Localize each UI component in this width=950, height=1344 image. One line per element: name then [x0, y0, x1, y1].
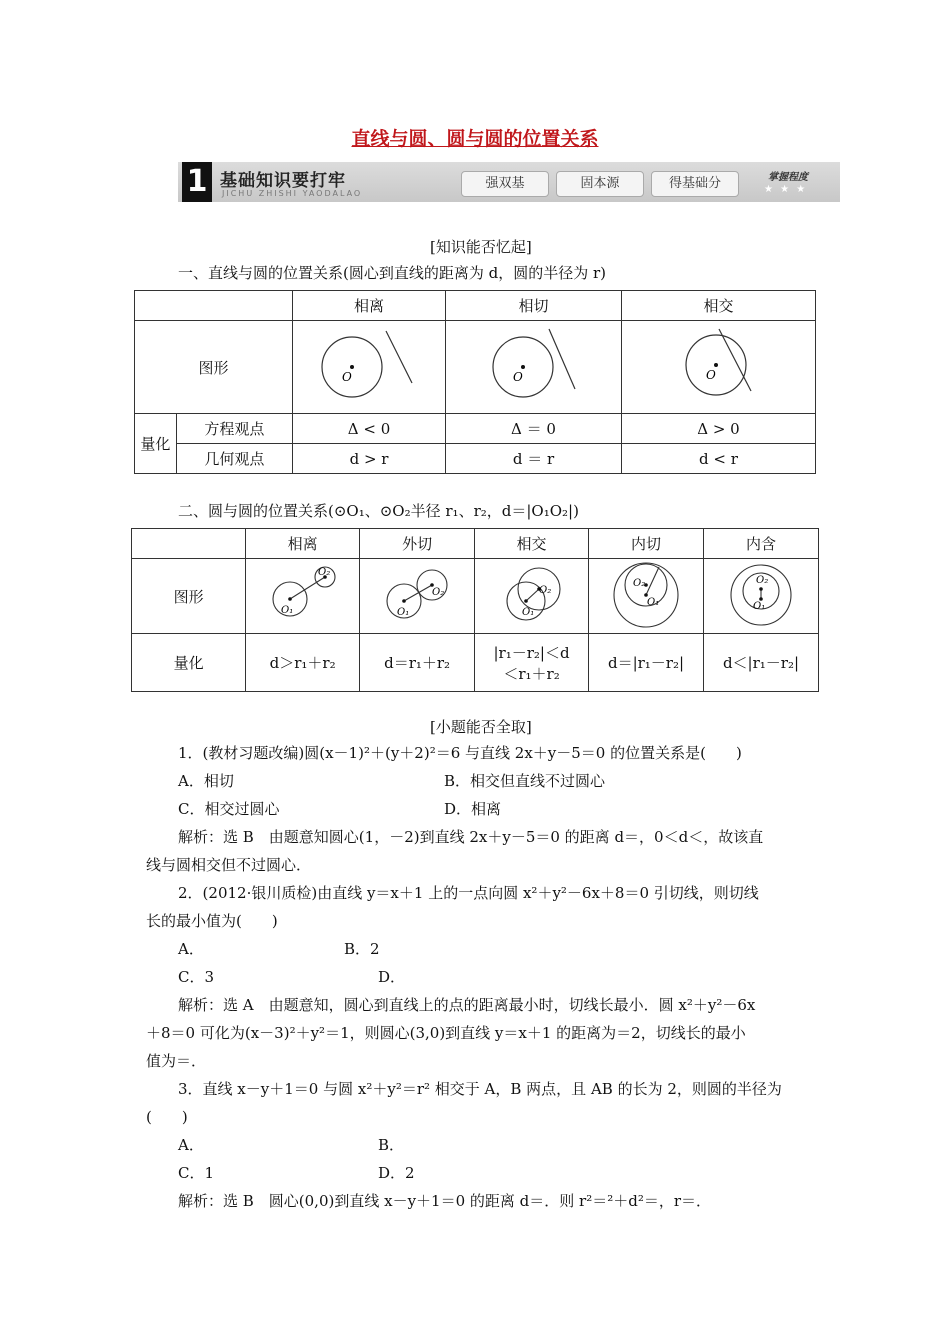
geo-separate: d > r	[293, 444, 446, 474]
knowledge-heading: [知识能否忆起]	[430, 238, 532, 256]
table2-row-label: 量化	[132, 634, 246, 692]
figure-apart	[246, 559, 360, 634]
svg-text:O₂: O₂	[755, 575, 769, 586]
q1-stem: 1．(教材习题改编)圆(x－1)²＋(y＋2)²＝6 与直线 2x＋y－5＝0 的位置关系是( )	[178, 744, 742, 762]
q3-stem: 3．直线 x－y＋1＝0 与圆 x²＋y²＝r² 相交于 A，B 两点，且 AB 的长为 2，则圆的半径为	[178, 1080, 782, 1098]
svg-text:O₁: O₁	[752, 601, 766, 612]
page-title: 直线与圆、圆与圆的位置关系	[351, 128, 599, 150]
q2-option-b: B．2	[344, 940, 380, 958]
pill-dejichufen: 得基础分	[651, 171, 739, 197]
quant-internal-tangent: d＝|r₁－r₂|	[589, 634, 704, 692]
q2-stem: 长的最小值为( )	[146, 912, 278, 930]
quant-contained: d＜|r₁－r₂|	[703, 634, 818, 692]
figure-intersecting	[475, 559, 589, 634]
q1-solution: 解析：选 B 由题意知圆心(1，－2)到直线 2x＋y－5＝0 的距离 d＝，0＜d＜，故该直	[178, 828, 764, 846]
eq-intersect: Δ > 0	[621, 414, 815, 444]
eq-separate: Δ < 0	[293, 414, 446, 444]
pill-qiangshuangji: 强双基	[461, 171, 549, 197]
q1-option-b: B．相交但直线不过圆心	[444, 772, 606, 790]
table2-header: 内含	[703, 529, 818, 559]
q2-solution: ＋8＝0 可化为(x－3)²＋y²＝1，则圆心(3,0)到直线 y＝x＋1 的距离为＝2，切线长的最小	[146, 1024, 746, 1042]
table1-row-label: 图形	[135, 321, 293, 414]
table1-header: 相交	[621, 291, 815, 321]
table1-header: 相离	[293, 291, 446, 321]
section2-title: 二、圆与圆的位置关系(⊙O₁、⊙O₂半径 r₁、r₂，d＝|O₁O₂|)	[178, 502, 579, 520]
table1-row-label: 方程观点	[176, 414, 292, 444]
svg-text:O₁: O₁	[280, 605, 293, 616]
q1-option-c: C．相交过圆心	[178, 800, 280, 818]
banner-level: 掌握程度	[768, 172, 808, 183]
q1-option-d: D．相离	[444, 800, 502, 818]
svg-text:O₂: O₂	[633, 578, 646, 589]
table2-header: 内切	[589, 529, 704, 559]
q2-solution: 值为＝．	[146, 1052, 207, 1070]
quant-external-tangent: d＝r₁＋r₂	[360, 634, 475, 692]
q3-option-b: B．	[378, 1136, 405, 1154]
figure-tangent	[446, 321, 622, 414]
q3-option-a: A．	[178, 1136, 204, 1154]
line-circle-table	[134, 290, 816, 474]
geo-intersect: d < r	[621, 444, 815, 474]
section-banner	[178, 162, 840, 202]
eq-tangent: Δ ＝ 0	[446, 414, 622, 444]
figure-external-tangent	[360, 559, 475, 634]
center-label: O	[512, 370, 523, 384]
table2-row-label: 图形	[132, 559, 246, 634]
q2-solution: 解析：选 A 由题意知，圆心到直线上的点的距离最小时，切线长最小．圆 x²＋y²－6x	[178, 996, 756, 1014]
section1-title: 一、直线与圆的位置关系(圆心到直线的距离为 d，圆的半径为 r)	[178, 264, 607, 282]
quant-apart: d＞r₁＋r₂	[246, 634, 360, 692]
figure-internal-tangent	[589, 559, 704, 634]
q2-option-a: A．	[178, 940, 204, 958]
svg-text:O₁: O₁	[647, 597, 660, 608]
table1-corner	[135, 291, 293, 321]
svg-text:O₂: O₂	[538, 585, 551, 596]
pill-gubenyuan: 固本源	[556, 171, 644, 197]
table2-header: 相离	[246, 529, 360, 559]
center-label: O	[342, 370, 352, 384]
q3-option-d: D．2	[378, 1164, 415, 1182]
q2-stem: 2．(2012·银川质检)由直线 y＝x＋1 上的一点向圆 x²＋y²－6x＋8＝0 引切线，则切线	[178, 884, 759, 902]
quant-intersecting: |r₁－r₂|＜d ＜r₁＋r₂	[475, 634, 589, 692]
q1-option-a: A．相切	[178, 772, 234, 790]
svg-text:O₂: O₂	[432, 587, 445, 598]
circle-circle-table	[131, 528, 819, 692]
q3-option-c: C．1	[178, 1164, 215, 1182]
center-label: O	[706, 368, 717, 382]
table2-corner	[132, 529, 246, 559]
geo-tangent: d ＝ r	[446, 444, 622, 474]
q2-option-c: C．3	[178, 968, 215, 986]
banner-pinyin: JICHU ZHISHI YAODALAO	[222, 189, 363, 198]
q2-option-d: D．	[378, 968, 406, 986]
svg-text:O₁: O₁	[397, 607, 410, 618]
q3-solution: 解析：选 B 圆心(0,0)到直线 x－y＋1＝0 的距离 d＝．则 r²＝²＋d²＝，r＝．	[178, 1192, 712, 1210]
figure-intersect	[621, 321, 815, 414]
figure-separate	[293, 321, 446, 414]
exercises-heading: [小题能否全取]	[430, 718, 532, 736]
banner-name: 基础知识要打牢	[220, 171, 346, 191]
svg-text:O₁: O₁	[521, 607, 534, 618]
svg-text:O₂: O₂	[317, 567, 330, 578]
table1-header: 相切	[446, 291, 622, 321]
banner-number: 1	[182, 162, 212, 202]
table1-row-label: 几何观点	[176, 444, 292, 474]
star-icon: ★ ★ ★	[764, 184, 808, 195]
table2-header: 外切	[360, 529, 475, 559]
figure-contained	[703, 559, 818, 634]
q3-stem: ( )	[146, 1108, 188, 1126]
q1-solution: 线与圆相交但不过圆心．	[146, 856, 312, 874]
table1-group-label: 量化	[135, 414, 177, 474]
table2-header: 相交	[475, 529, 589, 559]
